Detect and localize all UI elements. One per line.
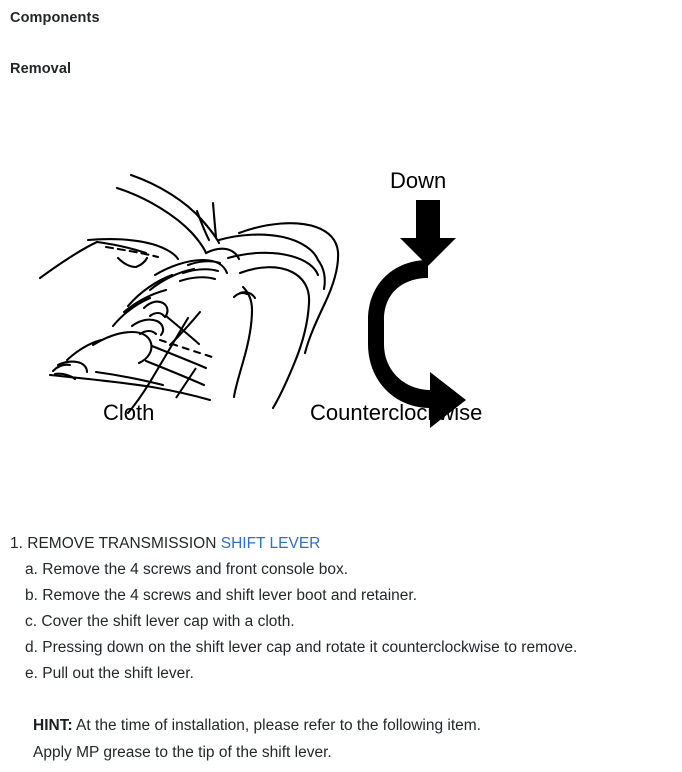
step-1d-marker: d. xyxy=(25,639,38,656)
hint-line-1 xyxy=(33,712,673,739)
hint-line-1-text: At the time of installation, please refer to the following item. xyxy=(72,717,481,734)
procedure-illustration xyxy=(0,140,682,450)
step-1a-text: Remove the 4 screws and front console box. xyxy=(42,561,349,578)
figure-label-counterclockwise: Counterclockwise xyxy=(310,400,483,425)
step-1 xyxy=(10,531,682,557)
hint-line-2: Apply MP grease to the tip of the shift lever. xyxy=(33,744,332,761)
step-1c-text: Cover the shift lever cap with a cloth. xyxy=(41,613,295,630)
shift-lever-link[interactable]: SHIFT LEVER xyxy=(220,535,321,552)
step-1e-marker: e. xyxy=(25,665,38,682)
step-1b-text: Remove the 4 screws and shift lever boot and retainer. xyxy=(42,587,418,604)
step-1c-marker: c. xyxy=(25,613,38,630)
step-1d-text: Pressing down on the shift lever cap and rotate it counterclockwise to remove. xyxy=(42,639,578,656)
step-1e-text: Pull out the shift lever. xyxy=(42,665,194,682)
hint-label: HINT: xyxy=(33,717,73,734)
step-1a-marker: a. xyxy=(25,561,38,578)
removal-steps-list xyxy=(0,531,682,687)
step-1a xyxy=(25,557,682,583)
hint-block xyxy=(33,712,673,766)
down-arrow-icon xyxy=(400,200,456,266)
step-1-number: 1. xyxy=(10,535,23,552)
step-1b xyxy=(25,583,682,609)
figure-label-cloth: Cloth xyxy=(103,400,155,425)
step-1c xyxy=(25,609,682,635)
step-1d xyxy=(25,635,682,661)
step-1e xyxy=(25,661,682,687)
section-heading-removal: Removal xyxy=(10,61,72,77)
figure-label-down: Down xyxy=(390,168,447,193)
page-title-components: Components xyxy=(10,10,100,26)
step-1b-marker: b. xyxy=(25,587,38,604)
step-1-text: REMOVE TRANSMISSION xyxy=(27,535,221,552)
